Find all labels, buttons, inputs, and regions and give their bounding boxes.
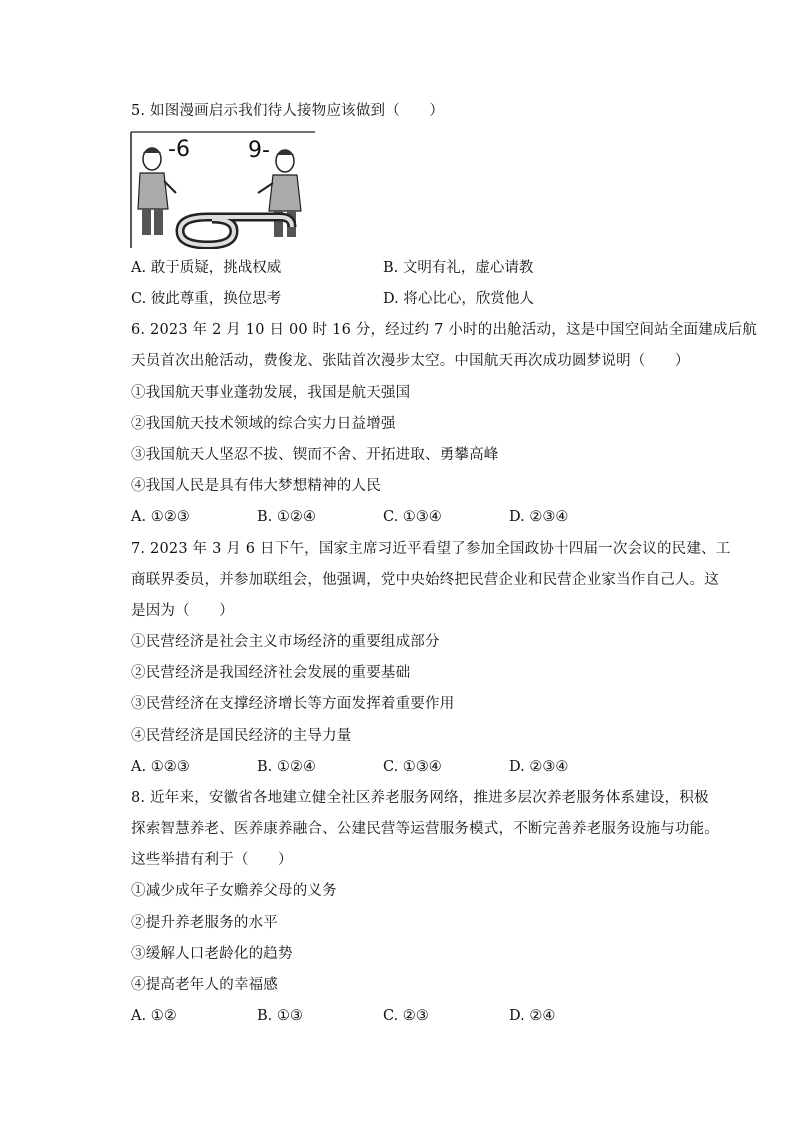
q7-stem-line-2: 商联界委员，并参加联组会，他强调，党中央始终把民营企业和民营企业家当作自己人。这	[131, 572, 719, 588]
q6-item-1: ①我国航天事业蓬勃发展，我国是航天强国	[131, 385, 411, 401]
q7-item-1: ①民营经济是社会主义市场经济的重要组成部分	[131, 634, 440, 650]
left-bubble-text: -6	[168, 137, 190, 162]
q6-option-b[interactable]: B. ①②④	[257, 509, 316, 525]
q7-stem-line-3: 是因为（ ）	[131, 603, 234, 619]
q5-option-d[interactable]: D. 将心比心，欣赏他人	[383, 291, 534, 307]
q6-stem-line-1: 6. 2023 年 2 月 10 日 00 时 16 分，经过约 7 小时的出舱活动，这是中国空间站全面建成后航	[131, 322, 758, 338]
q5-option-c[interactable]: C. 彼此尊重，换位思考	[131, 291, 282, 307]
q7-option-a[interactable]: A. ①②③	[131, 759, 190, 775]
q7-item-4: ④民营经济是国民经济的主导力量	[131, 728, 352, 744]
q6-item-3: ③我国航天人坚忍不拔、锲而不舍、开拓进取、勇攀高峰	[131, 447, 499, 463]
q8-stem-line-1: 8. 近年来，安徽省各地建立健全社区养老服务网络，推进多层次养老服务体系建设，积极	[131, 790, 709, 806]
q5-cartoon-image	[130, 131, 316, 249]
q8-item-2: ②提升养老服务的水平	[131, 915, 278, 931]
q7-item-3: ③民营经济在支撑经济增长等方面发挥着重要作用	[131, 696, 455, 712]
q8-item-3: ③缓解人口老龄化的趋势	[131, 946, 293, 962]
q6-option-a[interactable]: A. ①②③	[131, 509, 190, 525]
q8-option-a[interactable]: A. ①②	[131, 1008, 177, 1024]
q8-stem-line-2: 探索智慧养老、医养康养融合、公建民营等运营服务模式，不断完善养老服务设施与功能。	[131, 821, 719, 837]
q7-option-c[interactable]: C. ①③④	[383, 759, 442, 775]
q7-stem-line-1: 7. 2023 年 3 月 6 日下午，国家主席习近平看望了参加全国政协十四届一次会议的民建、工	[131, 541, 731, 557]
q7-option-b[interactable]: B. ①②④	[257, 759, 316, 775]
q6-item-2: ②我国航天技术领域的综合实力日益增强	[131, 416, 396, 432]
q8-item-4: ④提高老年人的幸福感	[131, 977, 278, 993]
q8-option-d[interactable]: D. ②④	[509, 1008, 556, 1024]
q8-option-c[interactable]: C. ②③	[383, 1008, 429, 1024]
q5-option-b[interactable]: B. 文明有礼，虚心请教	[383, 260, 534, 276]
q8-option-b[interactable]: B. ①③	[257, 1008, 303, 1024]
q5-option-a[interactable]: A. 敢于质疑，挑战权威	[131, 260, 282, 276]
right-bubble-text: 9-	[248, 138, 270, 163]
q6-option-d[interactable]: D. ②③④	[509, 509, 569, 525]
q7-option-d[interactable]: D. ②③④	[509, 759, 569, 775]
q7-item-2: ②民营经济是我国经济社会发展的重要基础	[131, 665, 411, 681]
q8-stem-line-3: 这些举措有利于（ ）	[131, 852, 293, 868]
q6-option-c[interactable]: C. ①③④	[383, 509, 442, 525]
q6-stem-line-2: 天员首次出舱活动，费俊龙、张陆首次漫步太空。中国航天再次成功圆梦说明（ ）	[131, 353, 690, 369]
q5-stem: 5. 如图漫画启示我们待人接物应该做到（ ）	[131, 103, 445, 119]
q8-item-1: ①减少成年子女赡养父母的义务	[131, 883, 337, 899]
q6-item-4: ④我国人民是具有伟大梦想精神的人民	[131, 478, 381, 494]
